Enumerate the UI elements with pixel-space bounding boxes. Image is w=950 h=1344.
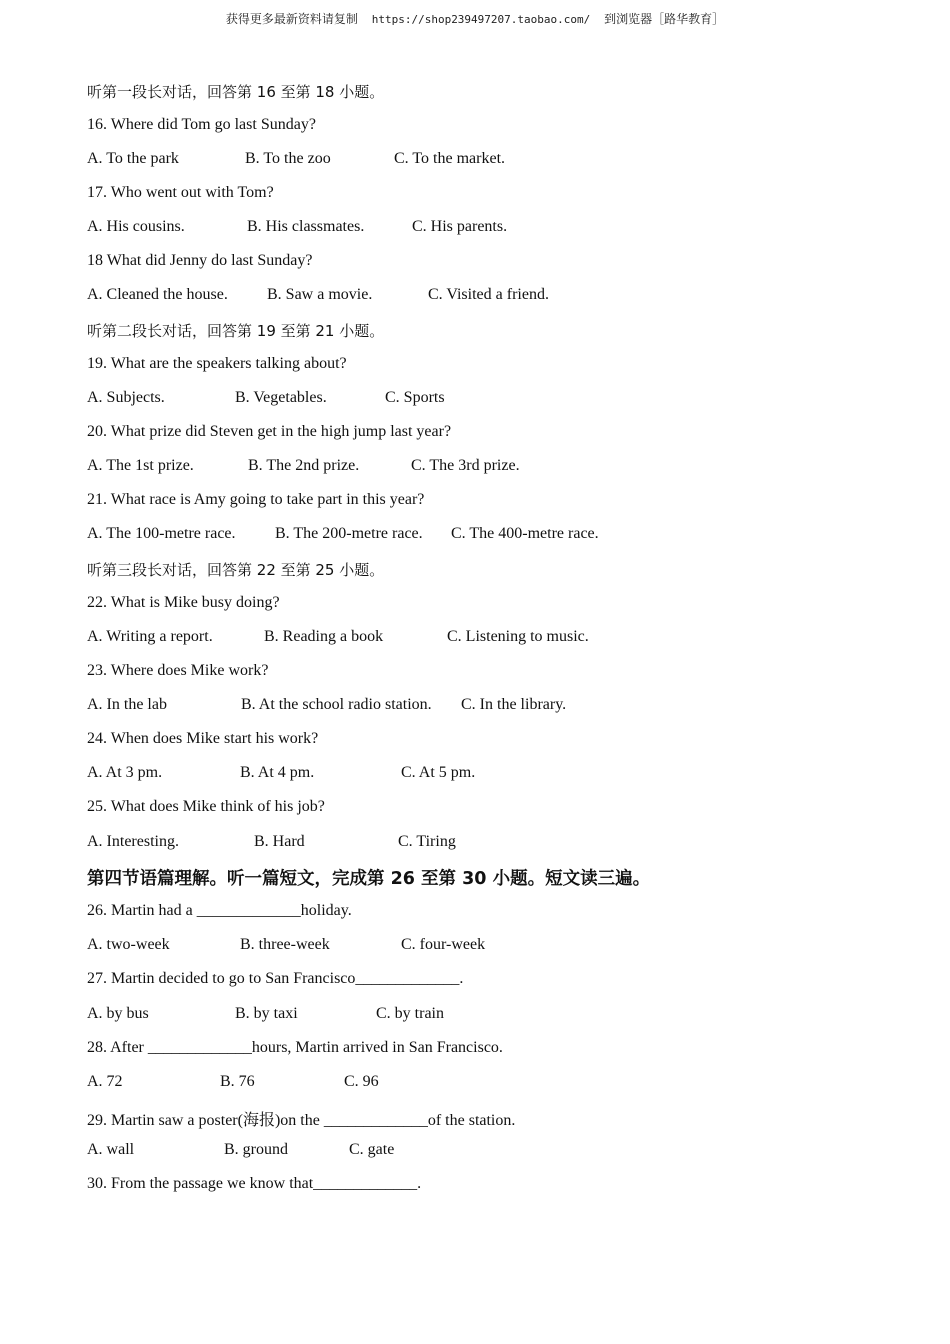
option-20-c: C. The 3rd prize. — [411, 457, 520, 474]
question-23: 23. Where does Mike work? — [87, 662, 269, 679]
option-25-a: A. Interesting. — [87, 833, 179, 850]
option-17-a: A. His cousins. — [87, 218, 185, 235]
option-17-b: B. His classmates. — [247, 218, 365, 235]
option-17-c: C. His parents. — [412, 218, 508, 235]
option-29-b: B. ground — [224, 1141, 288, 1158]
option-16-c: C. To the market. — [394, 150, 506, 167]
question-16: 16. Where did Tom go last Sunday? — [87, 116, 316, 133]
question-18: 18 What did Jenny do last Sunday? — [87, 252, 313, 269]
option-28-b: B. 76 — [220, 1073, 255, 1090]
option-18-a: A. Cleaned the house. — [87, 286, 228, 303]
option-25-b: B. Hard — [254, 833, 305, 850]
question-24: 24. When does Mike start his work? — [87, 730, 319, 747]
option-19-b: B. Vegetables. — [235, 389, 327, 406]
option-27-a: A. by bus — [87, 1005, 149, 1022]
option-16-b: B. To the zoo — [245, 150, 331, 167]
option-25-c: C. Tiring — [398, 833, 456, 850]
question-21: 21. What race is Amy going to take part in this year? — [87, 491, 425, 508]
option-24-b: B. At 4 pm. — [240, 764, 315, 781]
question-26: 26. Martin had a _____________holiday. — [87, 902, 352, 919]
option-20-a: A. The 1st prize. — [87, 457, 194, 474]
question-20: 20. What prize did Steven get in the high jump last year? — [87, 423, 452, 440]
question-19: 19. What are the speakers talking about? — [87, 355, 347, 372]
question-22: 22. What is Mike busy doing? — [87, 594, 280, 611]
option-28-a: A. 72 — [87, 1073, 123, 1090]
option-26-c: C. four-week — [401, 936, 486, 953]
option-29-a: A. wall — [87, 1141, 135, 1158]
option-22-b: B. Reading a book — [264, 628, 384, 645]
option-22-a: A. Writing a report. — [87, 628, 213, 645]
option-26-b: B. three-week — [240, 936, 330, 953]
page-header — [0, 10, 950, 27]
option-27-c: C. by train — [376, 1005, 444, 1022]
option-23-c: C. In the library. — [461, 696, 567, 713]
option-18-c: C. Visited a friend. — [428, 286, 549, 303]
header-promo-text: 获得更多最新资料请复制 — [225, 12, 358, 26]
option-21-a: A. The 100-metre race. — [87, 525, 236, 542]
question-27: 27. Martin decided to go to San Francisco_____________. — [87, 970, 464, 987]
question-30: 30. From the passage we know that_____________. — [87, 1175, 422, 1192]
header-url[interactable]: https://shop239497207.taobao.com/ — [371, 13, 591, 26]
option-26-a: A. two-week — [87, 936, 170, 953]
section3-instruction: 听第三段长对话，回答第 22 至第 25 小题。 — [87, 561, 385, 579]
option-28-c: C. 96 — [344, 1073, 379, 1090]
option-23-b: B. At the school radio station. — [241, 696, 432, 713]
option-16-a: A. To the park — [87, 150, 179, 167]
option-21-b: B. The 200-metre race. — [275, 525, 423, 542]
question-17: 17. Who went out with Tom? — [87, 184, 274, 201]
question-28: 28. After _____________hours, Martin arrived in San Francisco. — [87, 1039, 503, 1056]
option-27-b: B. by taxi — [235, 1005, 298, 1022]
section2-instruction: 听第二段长对话，回答第 19 至第 21 小题。 — [87, 322, 385, 340]
option-20-b: B. The 2nd prize. — [248, 457, 360, 474]
header-browser-text: 到浏览器［路华教育］ — [604, 12, 725, 26]
question-25: 25. What does Mike think of his job? — [87, 798, 325, 815]
option-18-b: B. Saw a movie. — [267, 286, 373, 303]
option-24-c: C. At 5 pm. — [401, 764, 476, 781]
option-19-c: C. Sports — [385, 389, 445, 406]
section1-instruction: 听第一段长对话，回答第 16 至第 18 小题。 — [87, 83, 385, 101]
question-29: 29. Martin saw a poster(海报)on the _____________of the station. — [87, 1112, 516, 1129]
option-23-a: A. In the lab — [87, 696, 167, 713]
section4-heading: 第四节语篇理解。听一篇短文，完成第 26 至第 30 小题。短文读三遍。 — [87, 869, 651, 889]
option-29-c: C. gate — [349, 1141, 395, 1158]
option-19-a: A. Subjects. — [87, 389, 165, 406]
option-22-c: C. Listening to music. — [447, 628, 589, 645]
option-21-c: C. The 400-metre race. — [451, 525, 599, 542]
option-24-a: A. At 3 pm. — [87, 764, 163, 781]
